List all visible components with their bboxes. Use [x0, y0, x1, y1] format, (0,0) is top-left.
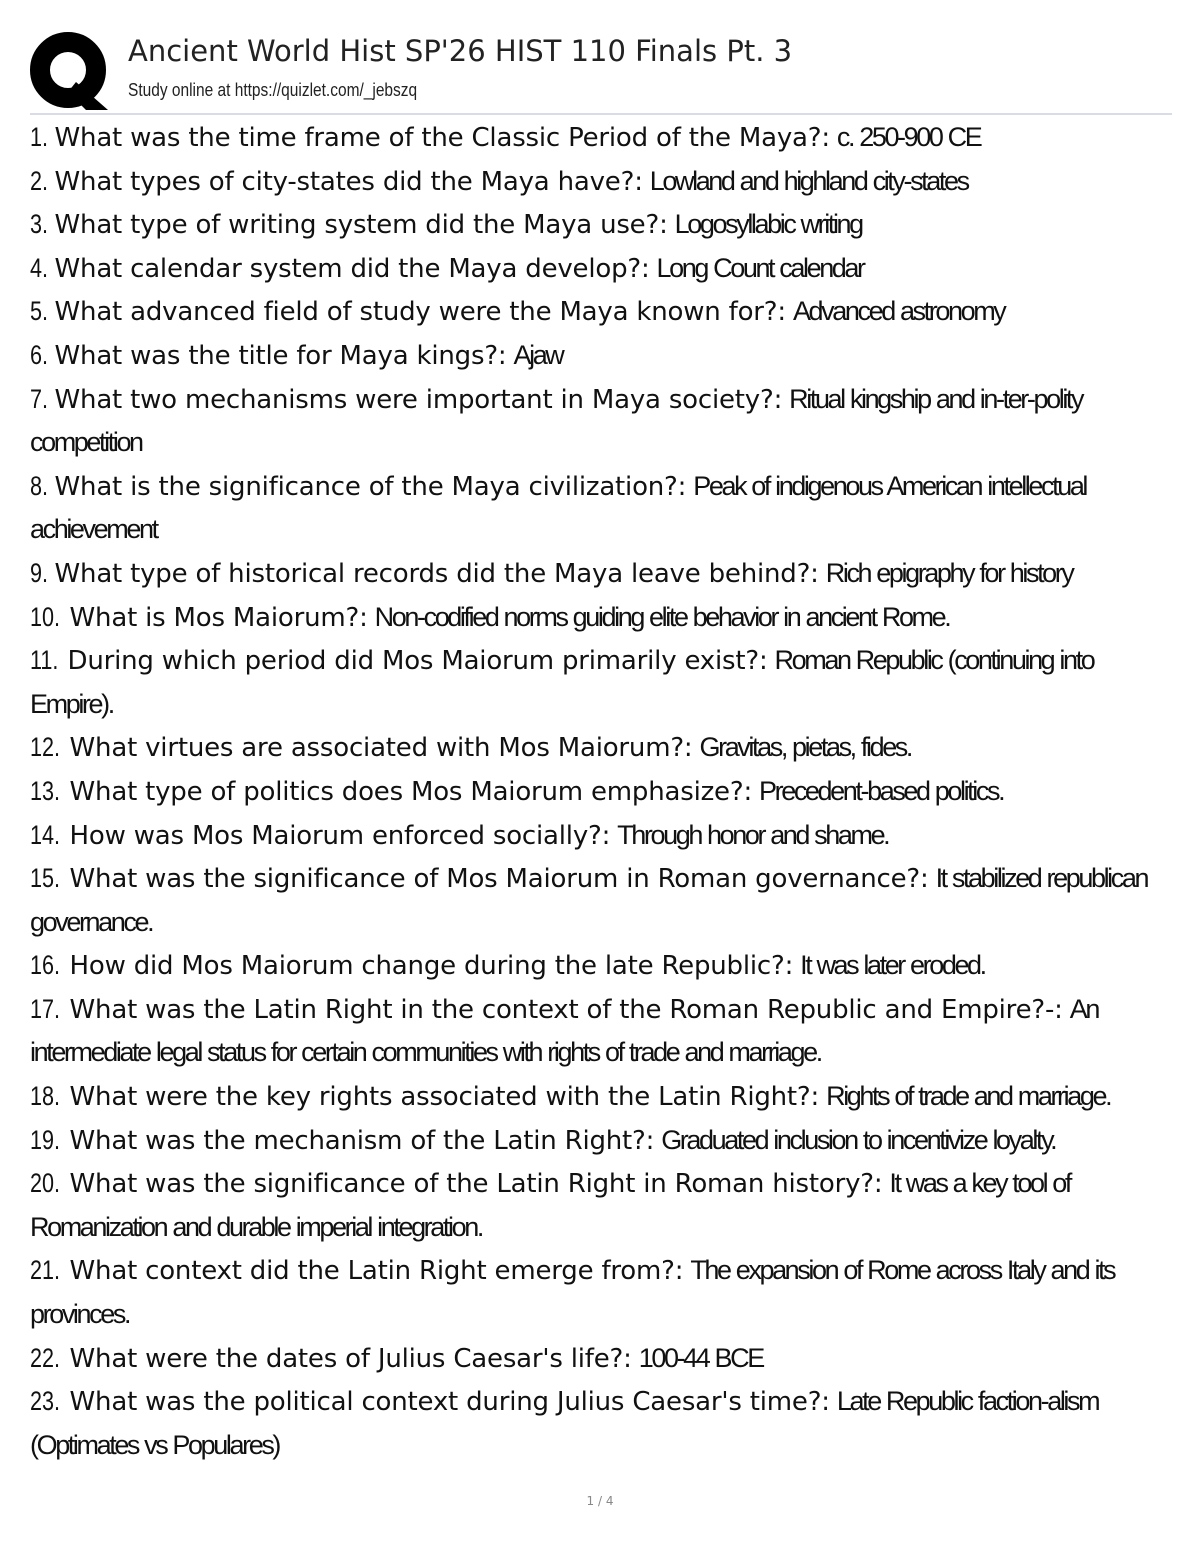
page-number: 1 / 4	[586, 1494, 614, 1508]
flashcard	[30, 1075, 1162, 1119]
flashcard	[30, 944, 1162, 988]
card-number: 11.	[30, 645, 59, 676]
card-term: What was the Latin Right in the context of the Roman Republic and Empire?-:	[69, 994, 1063, 1025]
card-number: 4.	[30, 252, 49, 283]
card-term: What is the significance of the Maya civilization?:	[54, 471, 687, 502]
card-term: What advanced field of study were the Maya known for?:	[54, 297, 786, 328]
card-number: 1.	[30, 122, 49, 152]
flashcard	[30, 116, 1162, 160]
quizlet-q-logo	[30, 32, 110, 112]
card-term: During which period did Mos Maiorum primarily exist?:	[67, 646, 768, 677]
card-term: What was the political context during Julius Caesar's time?:	[69, 1387, 830, 1418]
card-definition: It was a key tool of Romanization and durable imperial integration.	[30, 1168, 1071, 1242]
card-definition: 100-44 BCE	[638, 1342, 763, 1373]
card-term: How was Mos Maiorum enforced socially?:	[69, 820, 611, 851]
card-definition: Rights of trade and marriage.	[826, 1081, 1111, 1112]
card-number: 7.	[30, 383, 49, 414]
card-number: 22.	[30, 1342, 61, 1373]
flashcard	[30, 378, 1162, 465]
card-definition: Roman Republic (continuing into Empire).	[30, 645, 1094, 719]
card-number: 17.	[30, 993, 61, 1024]
card-term: What was the time frame of the Classic Period of the Maya?:	[54, 123, 830, 153]
flashcard	[30, 203, 1162, 247]
flashcard	[30, 1380, 1162, 1467]
card-number: 3.	[30, 209, 49, 240]
flashcard	[30, 552, 1162, 596]
flashcard	[30, 596, 1162, 640]
flashcard	[30, 770, 1162, 814]
card-number: 20.	[30, 1168, 61, 1199]
card-term: What type of historical records did the Maya leave behind?:	[54, 558, 819, 589]
card-definition: Lowland and highland city-states	[649, 165, 968, 196]
card-number: 18.	[30, 1081, 61, 1112]
card-definition: Rich epigraphy for history	[825, 557, 1073, 588]
card-number: 21.	[30, 1255, 61, 1286]
card-number: 8.	[30, 470, 49, 501]
flashcard	[30, 465, 1162, 552]
study-online-link[interactable]: Study online at https://quizlet.com/_jebszq	[128, 80, 418, 100]
flashcard	[30, 1119, 1162, 1163]
card-definition: Peak of indigenous American intellectual achievement	[30, 470, 1087, 545]
flashcard	[30, 1162, 1162, 1249]
card-term: What was the mechanism of the Latin Right?:	[69, 1125, 655, 1156]
card-number: 12.	[30, 732, 61, 763]
page-header	[30, 28, 1172, 114]
flashcard	[30, 726, 1162, 770]
flashcard	[30, 160, 1162, 204]
card-number: 2.	[30, 165, 49, 196]
card-term: How did Mos Maiorum change during the late Republic?:	[69, 951, 794, 982]
card-number: 14.	[30, 819, 61, 850]
card-number: 13.	[30, 775, 61, 806]
card-term: What type of politics does Mos Maiorum emphasize?:	[69, 776, 753, 807]
card-definition: It stabilized republican governance.	[30, 863, 1148, 937]
card-number: 23.	[30, 1386, 61, 1417]
flashcard	[30, 290, 1162, 334]
card-definition: Graduated inclusion to incentivize loyalty.	[661, 1124, 1056, 1155]
card-term: What is Mos Maiorum?:	[69, 602, 368, 633]
flashcard	[30, 1337, 1162, 1381]
card-definition: The expansion of Rome across Italy and its provinces.	[30, 1255, 1115, 1330]
card-term: What was the significance of the Latin Right in Roman history?:	[69, 1169, 883, 1200]
card-definition: Non-codified norms guiding elite behavior in ancient Rome.	[374, 601, 950, 632]
card-term: What context did the Latin Right emerge from?:	[69, 1256, 684, 1287]
card-term: What type of writing system did the Maya use?:	[54, 210, 668, 241]
card-term: What types of city-states did the Maya have?:	[54, 166, 643, 197]
card-definition: Advanced astronomy	[792, 296, 1005, 327]
flashcard	[30, 857, 1162, 944]
card-number: 10.	[30, 601, 61, 632]
card-definition: Logosyllabic writing	[674, 209, 862, 240]
header-divider	[30, 113, 1172, 115]
flashcard	[30, 988, 1162, 1075]
card-term: What virtues are associated with Mos Maiorum?:	[69, 733, 693, 764]
flashcard	[30, 334, 1162, 378]
card-term: What were the dates of Julius Caesar's life?:	[69, 1343, 632, 1374]
card-term: What was the significance of Mos Maiorum in Roman governance?:	[69, 864, 929, 895]
card-number: 9.	[30, 557, 49, 588]
card-definition: Ajaw	[513, 339, 563, 370]
flashcard	[30, 247, 1162, 291]
card-definition: Long Count calendar	[656, 252, 864, 283]
flashcard	[30, 639, 1162, 726]
card-definition: Through honor and shame.	[617, 819, 889, 850]
flashcard-list	[30, 116, 1162, 1467]
card-definition: An intermediate legal status for certain communities with rights of trade and marriage.	[30, 993, 1098, 1068]
card-number: 19.	[30, 1124, 61, 1155]
card-number: 15.	[30, 863, 61, 894]
card-definition: Ritual kingship and in-ter-polity competition	[30, 383, 1083, 458]
page-title: Ancient World Hist SP'26 HIST 110 Finals Pt. 3	[128, 34, 793, 68]
flashcard	[30, 1249, 1162, 1336]
card-term: What calendar system did the Maya develop?:	[54, 253, 650, 284]
card-definition: Late Republic faction-alism (Optimates vs Populares)	[30, 1386, 1099, 1460]
card-number: 5.	[30, 296, 49, 327]
card-definition: Gravitas, pietas, fides.	[699, 732, 912, 763]
card-number: 6.	[30, 339, 49, 370]
flashcard	[30, 814, 1162, 858]
card-term: What was the title for Maya kings?:	[54, 340, 507, 371]
card-definition: It was later eroded.	[800, 950, 985, 981]
card-number: 16.	[30, 950, 61, 981]
card-term: What were the key rights associated with the Latin Right?:	[69, 1082, 820, 1113]
card-definition: c. 250-900 CE	[836, 122, 981, 152]
card-definition: Precedent-based politics.	[759, 775, 1004, 806]
card-term: What two mechanisms were important in Maya society?:	[54, 384, 783, 415]
